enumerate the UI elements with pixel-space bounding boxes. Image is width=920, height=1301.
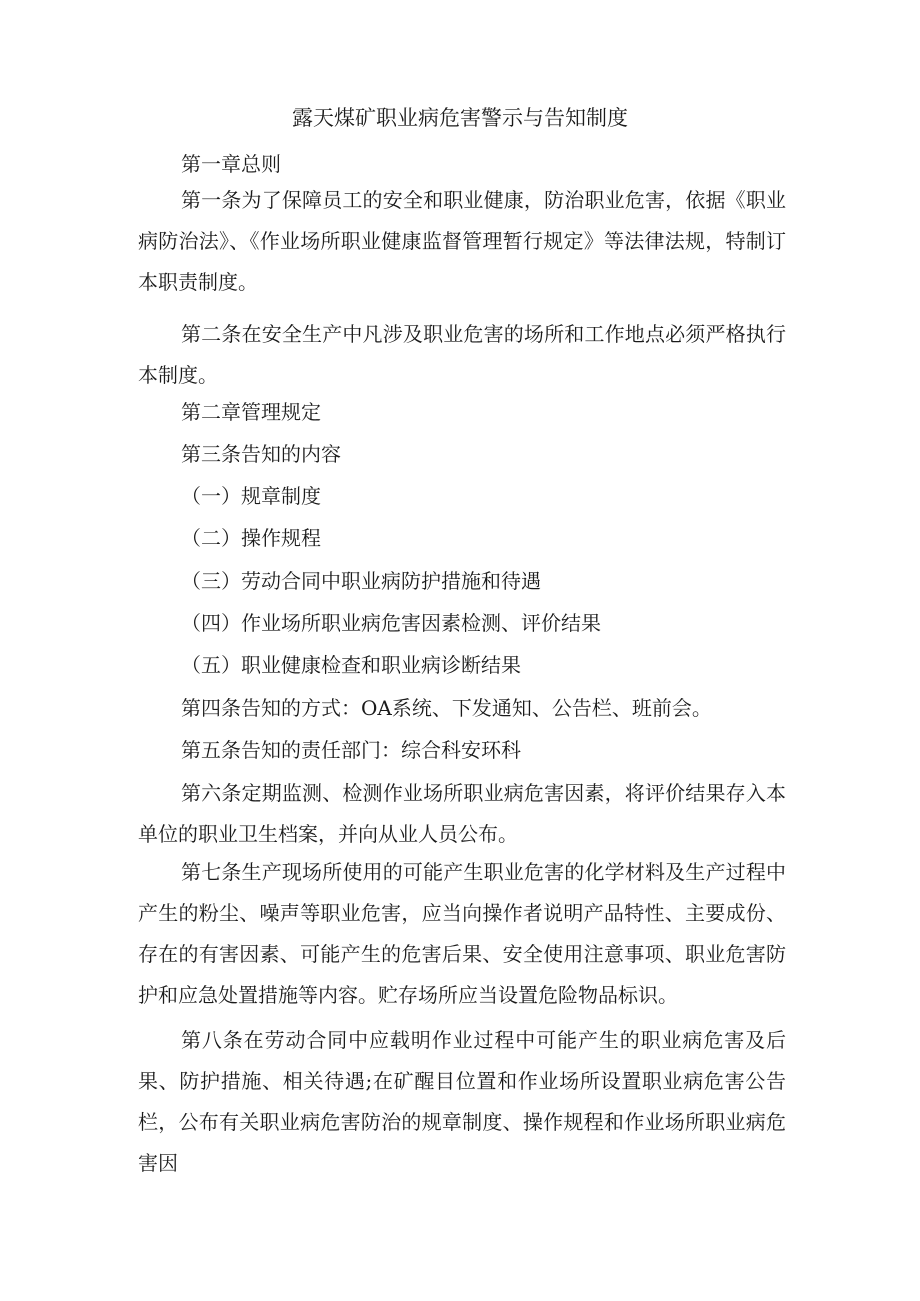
list-item-1: （一）规章制度 bbox=[181, 484, 321, 508]
document-title: 露天煤矿职业病危害警示与告知制度 bbox=[292, 106, 628, 130]
article-3-paragraph: 第三条告知的内容 bbox=[181, 442, 341, 466]
chapter-heading-management: 第二章管理规定 bbox=[181, 400, 321, 424]
list-item-3: （三）劳动合同中职业病防护措施和待遇 bbox=[181, 569, 541, 593]
article-8-paragraph: 第八条在劳动合同中应载明作业过程中可能产生的职业病危害及后果、防护措施、相关待遇;在矿醒目位置和作业场所设置职业病危害公告栏，公布有关职业病危害防治的规章制度、操作规程和作业场所职业病危害因 bbox=[138, 1028, 786, 1175]
article-2-paragraph: 第二条在安全生产中凡涉及职业危害的场所和工作地点必须严格执行本制度。 bbox=[138, 322, 786, 387]
article-6-paragraph: 第六条定期监测、检测作业场所职业病危害因素，将评价结果存入本单位的职业卫生档案，并向从业人员公布。 bbox=[138, 781, 786, 846]
list-item-5: （五）职业健康检查和职业病诊断结果 bbox=[181, 653, 521, 677]
list-item-2: （二）操作规程 bbox=[181, 526, 321, 550]
chapter-heading-general: 第一章总则 bbox=[181, 152, 281, 176]
article-7-paragraph: 第七条生产现场所使用的可能产生职业危害的化学材料及生产过程中产生的粉尘、噪声等职业危害，应当向操作者说明产品特性、主要成份、存在的有害因素、可能产生的危害后果、安全使用注意事项、职业危害防护和应急处置措施等内容。贮存场所应当设置危险物品标识。 bbox=[138, 860, 786, 1007]
article-4-paragraph: 第四条告知的方式：OA系统、下发通知、公告栏、班前会。 bbox=[181, 696, 712, 720]
list-item-4: （四）作业场所职业病危害因素检测、评价结果 bbox=[181, 611, 601, 635]
article-1-paragraph: 第一条为了保障员工的安全和职业健康，防治职业危害，依据《职业病防治法》、《作业场所职业健康监督管理暂行规定》等法律法规，特制订本职责制度。 bbox=[138, 188, 786, 294]
article-5-paragraph: 第五条告知的责任部门：综合科安环科 bbox=[181, 738, 521, 762]
